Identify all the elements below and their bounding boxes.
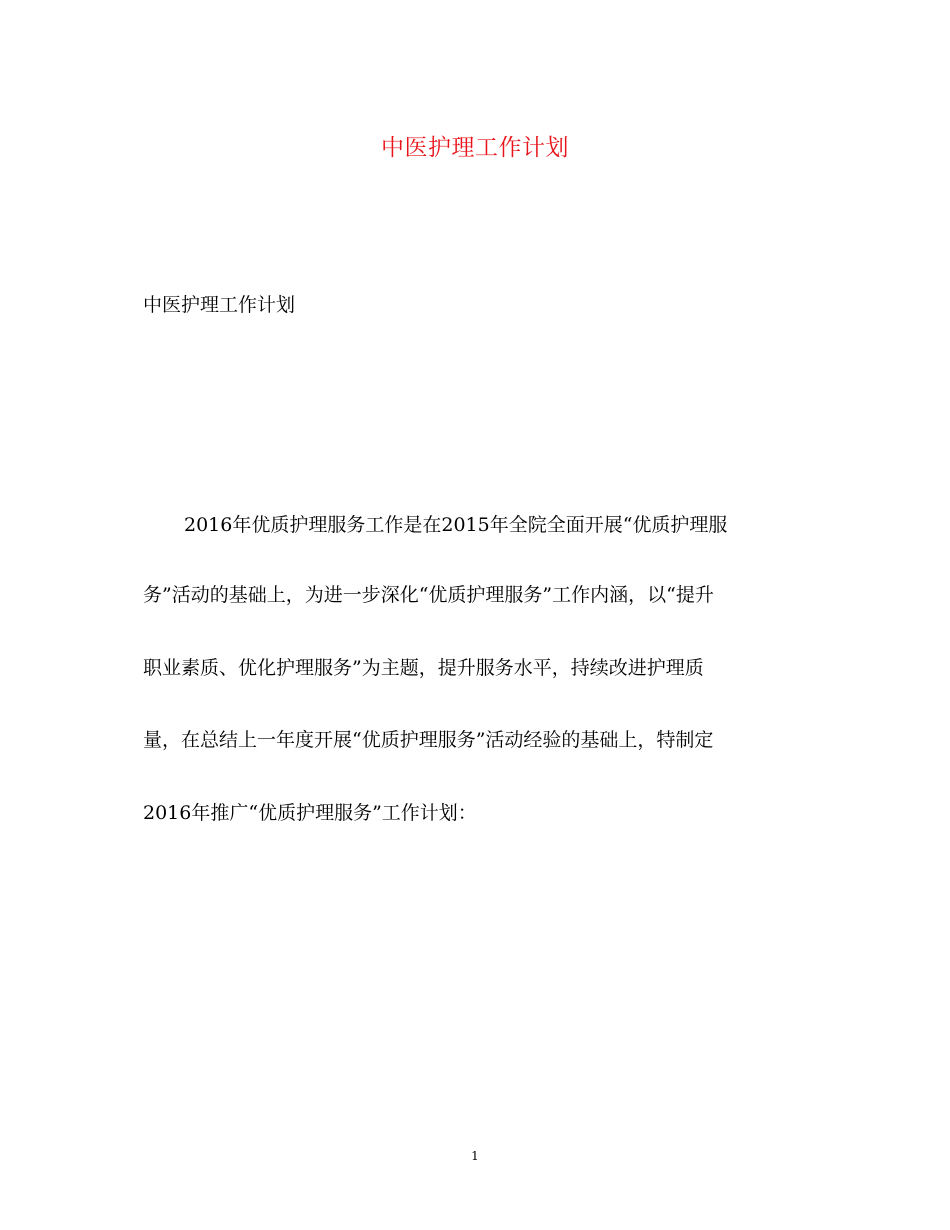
paragraph-line: 量，在总结上一年度开展“优质护理服务”活动经验的基础上，特制定 — [143, 729, 714, 751]
document-subtitle: 中医护理工作计划 — [143, 294, 296, 316]
paragraph-line: 务”活动的基础上，为进一步深化“优质护理服务”工作内涵，以“提升 — [143, 584, 714, 606]
paragraph-line: 2016年推广“优质护理服务”工作计划： — [143, 802, 477, 824]
paragraph-line: 2016年优质护理服务工作是在2015年全院全面开展“优质护理服 — [184, 514, 728, 536]
paragraph-line: 职业素质、优化护理服务”为主题，提升服务水平，持续改进护理质 — [143, 657, 704, 679]
document-title: 中医护理工作计划 — [381, 135, 569, 161]
page-number: 1 — [471, 1149, 479, 1163]
